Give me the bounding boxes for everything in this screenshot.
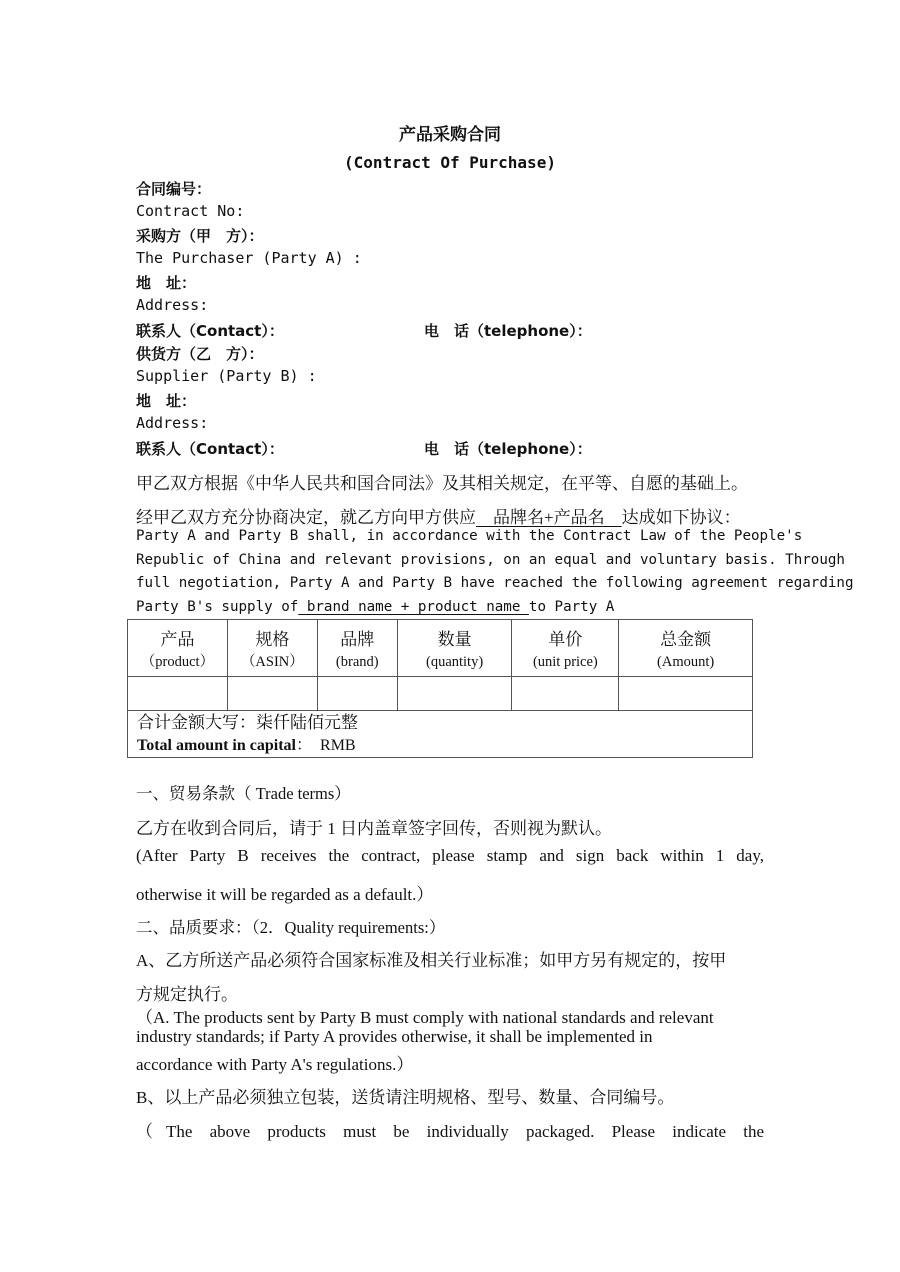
section2-b-en-line1: （The above products must be individually packaged. Please indicate the bbox=[136, 1122, 764, 1141]
table-row bbox=[128, 677, 753, 711]
intro-cn-product-blank: 品牌名+产品名 bbox=[476, 508, 622, 527]
cell-brand[interactable] bbox=[317, 677, 397, 711]
total-amount-cn: 合计金额大写：柒仟陆佰元整 bbox=[137, 713, 358, 732]
contact-a-label: 联系人（Contact）： bbox=[136, 322, 284, 340]
items-table bbox=[127, 619, 753, 758]
intro-cn-line2-before: 经甲乙双方充分协商决定，就乙方向甲方供应 bbox=[136, 508, 476, 527]
header-brand: 品牌 (brand) bbox=[317, 620, 397, 677]
contract-no-label-cn: 合同编号： bbox=[136, 180, 212, 198]
header-amount: 总金额 (Amount) bbox=[619, 620, 753, 677]
telephone-b-label: 电 话（telephone）： bbox=[424, 440, 592, 458]
total-cell bbox=[128, 711, 753, 758]
supplier-label-cn: 供货方（乙 方）： bbox=[136, 345, 264, 363]
header-product: 产品 （product） bbox=[128, 620, 228, 677]
section2-a-cn-line2: 方规定执行。 bbox=[136, 985, 238, 1004]
section1-en-line2: otherwise it will be regarded as a default.） bbox=[136, 885, 434, 904]
header-unit-price: 单价 (unit price) bbox=[512, 620, 619, 677]
intro-en-line1: Party A and Party B shall, in accordance with the Contract Law of the People's bbox=[136, 528, 803, 544]
section1-cn: 乙方在收到合同后，请于 1 日内盖章签字回传，否则视为默认。 bbox=[136, 819, 612, 838]
section1-heading: 一、贸易条款（ Trade terms） bbox=[136, 784, 351, 803]
total-amount-en-label: Total amount in capital bbox=[137, 737, 296, 754]
cell-unit-price[interactable] bbox=[512, 677, 619, 711]
section2-a-en-line1: （A. The products sent by Party B must comply with national standards and relevant bbox=[136, 1008, 714, 1027]
table-total-row bbox=[128, 711, 753, 758]
intro-en-line2: Republic of China and relevant provisions, on an equal and voluntary basis. Through bbox=[136, 552, 845, 568]
section2-a-en-line2: industry standards; if Party A provides otherwise, it shall be implemented in bbox=[136, 1027, 653, 1046]
cell-product[interactable] bbox=[128, 677, 228, 711]
address-b-label-cn: 地 址： bbox=[136, 392, 197, 410]
intro-en-line3: full negotiation, Party A and Party B have reached the following agreement regarding bbox=[136, 575, 854, 591]
intro-cn-line1: 甲乙双方根据《中华人民共和国合同法》及其相关规定，在平等、自愿的基础上。 bbox=[136, 474, 748, 493]
page-subtitle: (Contract Of Purchase) bbox=[344, 153, 556, 172]
cell-asin[interactable] bbox=[227, 677, 317, 711]
address-a-label-cn: 地 址： bbox=[136, 274, 197, 292]
cell-amount[interactable] bbox=[619, 677, 753, 711]
header-asin: 规格 （ASIN） bbox=[227, 620, 317, 677]
total-amount-en bbox=[137, 734, 752, 757]
intro-en-product-blank: brand name + product name bbox=[298, 599, 529, 615]
section2-a-cn-line1: A、乙方所送产品必须符合国家标准及相关行业标准；如甲方另有规定的，按甲 bbox=[136, 951, 727, 970]
section2-b-cn: B、以上产品必须独立包装，送货请注明规格、型号、数量、合同编号。 bbox=[136, 1088, 675, 1107]
section1-en-line1: (After Party B receives the contract, please stamp and sign back within 1 day, bbox=[136, 846, 764, 865]
purchaser-label-cn: 采购方（甲 方）： bbox=[136, 227, 264, 245]
intro-en-line4-before: Party B's supply of bbox=[136, 599, 299, 615]
intro-cn-line2-after: 达成如下协议： bbox=[621, 508, 741, 527]
page-title: 产品采购合同 bbox=[399, 125, 501, 145]
header-quantity: 数量 (quantity) bbox=[397, 620, 512, 677]
total-amount-en-colon: ： bbox=[296, 737, 313, 754]
contact-b-label: 联系人（Contact）： bbox=[136, 440, 284, 458]
address-a-label-en: Address: bbox=[136, 296, 209, 314]
contract-no-label-en: Contract No: bbox=[136, 202, 245, 220]
section2-a-en-line3: accordance with Party A's regulations.） bbox=[136, 1055, 414, 1074]
telephone-a-label: 电 话（telephone）： bbox=[424, 322, 592, 340]
total-currency: RMB bbox=[320, 737, 356, 754]
intro-cn-line2 bbox=[136, 503, 741, 528]
purchaser-label-en: The Purchaser (Party A) : bbox=[136, 249, 362, 267]
cell-quantity[interactable] bbox=[397, 677, 512, 711]
intro-en-line4 bbox=[136, 599, 614, 615]
table-header-row bbox=[128, 620, 753, 677]
supplier-label-en: Supplier (Party B) : bbox=[136, 367, 317, 385]
address-b-label-en: Address: bbox=[136, 414, 209, 432]
section2-heading: 二、品质要求：（2．Quality requirements:） bbox=[136, 918, 446, 937]
intro-en-line4-after: to Party A bbox=[528, 599, 615, 615]
